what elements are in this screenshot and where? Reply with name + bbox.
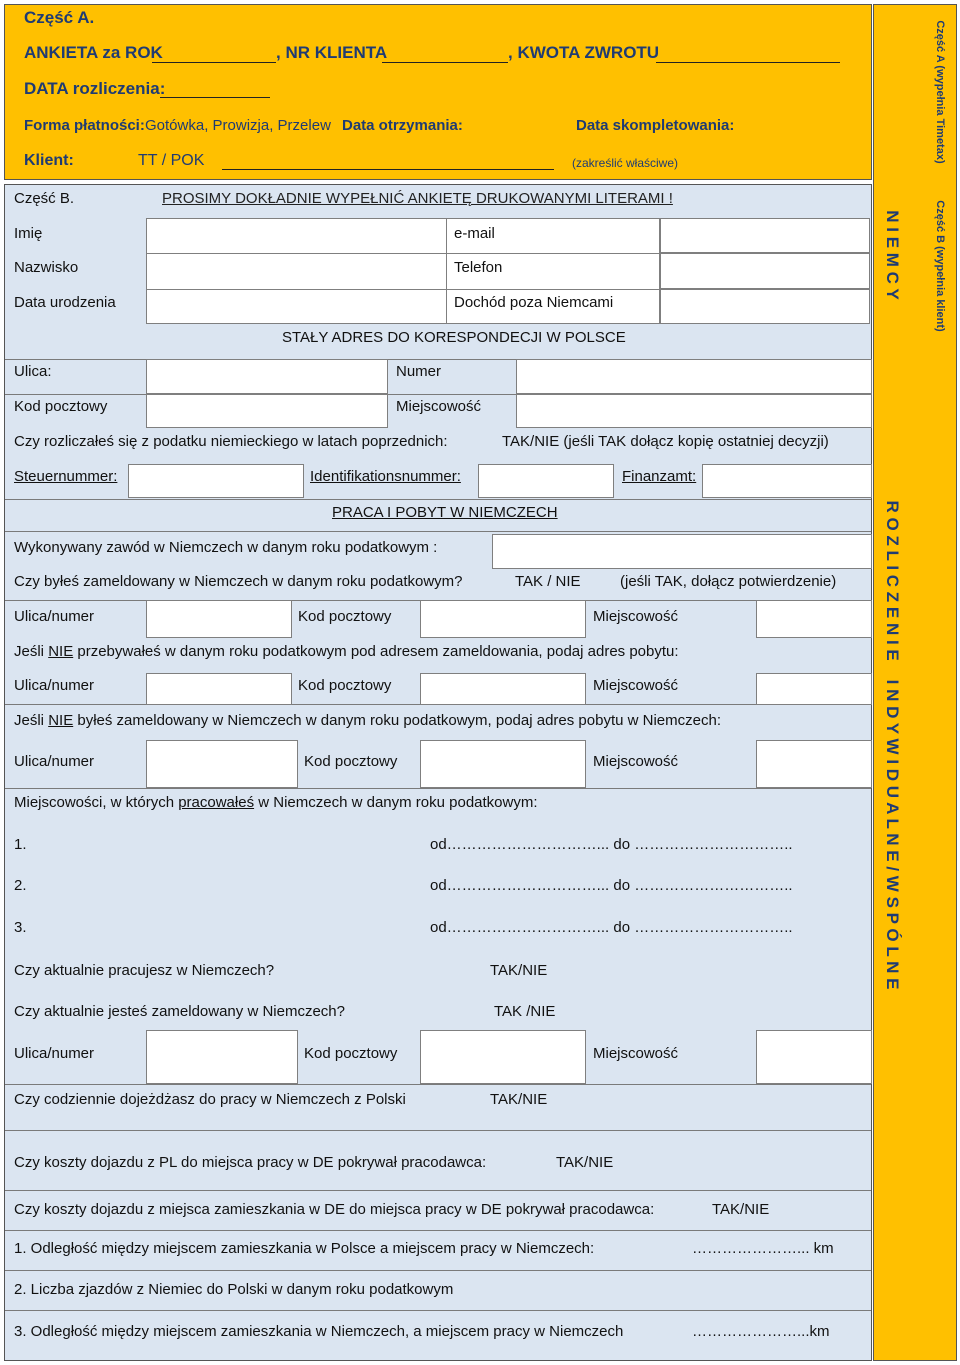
ulica-input[interactable]: [146, 359, 388, 394]
pracujesz-answer[interactable]: TAK/NIE: [490, 962, 548, 979]
miejscowosc-input-2[interactable]: [756, 673, 872, 705]
kwota-zwrotu-label: , KWOTA ZWROTU: [508, 43, 660, 62]
koszty-de-answer[interactable]: TAK/NIE: [712, 1201, 770, 1218]
data-rozliczenia-field[interactable]: [160, 97, 270, 98]
miejscowosc-label-3: Miejscowość: [593, 753, 679, 770]
ulica-numer-label-2: Ulica/numer: [14, 677, 95, 694]
numer-label: Numer: [396, 363, 442, 380]
rok-field[interactable]: [152, 62, 276, 63]
imie-input[interactable]: [147, 219, 445, 253]
imie-label: Imię: [14, 225, 43, 242]
item-1-range[interactable]: od…………………………... do …………………………..: [430, 836, 793, 853]
finanzamt-input[interactable]: [702, 464, 872, 498]
koszty-de-question: Czy koszty dojazdu z miejsca zamieszkania w DE do miejsca pracy w DE pokrywał pracodawca:: [14, 1201, 655, 1218]
nazwisko-input[interactable]: [147, 254, 445, 288]
miejscowosc-label-1: Miejscowość: [593, 608, 679, 625]
jestes-zameldowany-question: Czy aktualnie jesteś zameldowany w Niemczech?: [14, 1003, 345, 1020]
sidebar-part-b-label: Część B (wypełnia klient): [934, 200, 946, 332]
miejscowosc-input[interactable]: [516, 394, 872, 428]
data-urodzenia-input[interactable]: [147, 290, 445, 323]
kod-pocztowy-label-4: Kod pocztowy: [304, 1045, 398, 1062]
klient-label: Klient:: [24, 152, 74, 169]
ulica-numer-label-3: Ulica/numer: [14, 753, 95, 770]
numer-input[interactable]: [516, 359, 872, 394]
data-rozliczenia-label: DATA rozliczenia:: [24, 79, 166, 98]
koszty-pl-answer[interactable]: TAK/NIE: [556, 1154, 614, 1171]
rozliczales-answer[interactable]: TAK/NIE (jeśli TAK dołącz kopię ostatniej decyzji): [502, 433, 829, 450]
jesli-nie-zameldowany-label: Jeśli NIE byłeś zameldowany w Niemczech w danym roku podatkowym, podaj adres pobytu w Niemczech:: [14, 712, 721, 729]
miejscowosc-input-1[interactable]: [756, 600, 872, 638]
dojezdzasz-answer[interactable]: TAK/NIE: [490, 1091, 548, 1108]
item-1-number: 1.: [14, 836, 27, 853]
zameldowany-note: (jeśli TAK, dołącz potwierdzenie): [620, 573, 837, 590]
ulica-numer-input-2[interactable]: [146, 673, 292, 705]
kwota-zwrotu-field[interactable]: [656, 62, 840, 63]
email-input[interactable]: [660, 218, 870, 253]
steuernummer-input[interactable]: [128, 464, 304, 498]
ulica-numer-label-4: Ulica/numer: [14, 1045, 95, 1062]
ulica-numer-input-4[interactable]: [146, 1030, 298, 1084]
miejscowosc-input-3[interactable]: [756, 740, 872, 788]
identifikationsnummer-input[interactable]: [478, 464, 614, 498]
kod-pocztowy-label-3: Kod pocztowy: [304, 753, 398, 770]
ankieta-rok-label: ANKIETA za ROK: [24, 43, 163, 62]
kod-pocztowy-label-1: Kod pocztowy: [298, 608, 392, 625]
kod-pocztowy-label: Kod pocztowy: [14, 398, 108, 415]
sidebar-niemcy: N I E M C Y: [883, 210, 902, 300]
steuernummer-label: Steuernummer:: [14, 468, 118, 485]
telefon-label: Telefon: [454, 259, 503, 276]
dochod-input[interactable]: [660, 289, 870, 324]
jestes-zameldowany-answer[interactable]: TAK /NIE: [494, 1003, 556, 1020]
miejscowosc-input-4[interactable]: [756, 1030, 872, 1084]
kod-pocztowy-input-4[interactable]: [420, 1030, 586, 1084]
dojezdzasz-question: Czy codziennie dojeżdżasz do pracy w Niemczech z Polski: [14, 1091, 406, 1108]
odleglosc-pl-answer[interactable]: …………………... km: [692, 1240, 834, 1257]
nr-klienta-label: , NR KLIENTA: [276, 43, 388, 62]
zameldowany-question: Czy byłeś zameldowany w Niemczech w danym roku podatkowym?: [14, 573, 463, 590]
data-urodzenia-label: Data urodzenia: [14, 294, 116, 311]
zawod-input[interactable]: [492, 534, 872, 569]
sidebar-part-a-label: Część A (wypełnia Timetax): [934, 20, 946, 164]
item-2-number: 2.: [14, 877, 27, 894]
forma-platnosci-label: Forma płatności:: [24, 117, 145, 134]
ulica-label: Ulica:: [14, 363, 52, 380]
data-skompletowania-label: Data skompletowania:: [576, 117, 735, 134]
miejscowosci-pracy-label: Miejscowości, w których pracowałeś w Niemczech w danym roku podatkowym:: [14, 794, 538, 811]
nazwisko-label: Nazwisko: [14, 259, 79, 276]
ulica-numer-label-1: Ulica/numer: [14, 608, 95, 625]
kod-pocztowy-input-2[interactable]: [420, 673, 586, 705]
miejscowosc-label-4: Miejscowość: [593, 1045, 679, 1062]
odleglosc-pl-label: 1. Odległość między miejscem zamieszkania w Polsce a miejscem pracy w Niemczech:: [14, 1240, 595, 1257]
part-b-title: Część B.: [14, 190, 75, 207]
kod-pocztowy-label-2: Kod pocztowy: [298, 677, 392, 694]
telefon-input[interactable]: [660, 253, 870, 289]
notice-text: PROSIMY DOKŁADNIE WYPEŁNIĆ ANKIETĘ DRUKOWANYMI LITERAMI !: [162, 190, 673, 207]
koszty-pl-question: Czy koszty dojazdu z PL do miejsca pracy w DE pokrywał pracodawca:: [14, 1154, 487, 1171]
dochod-label: Dochód poza Niemcami: [454, 294, 614, 311]
miejscowosc-label-2: Miejscowość: [593, 677, 679, 694]
liczba-zjazdow-label: 2. Liczba zjazdów z Niemiec do Polski w danym roku podatkowym: [14, 1281, 454, 1298]
identifikationsnummer-label: Identifikationsnummer:: [310, 468, 461, 485]
data-otrzymania-label: Data otrzymania:: [342, 117, 463, 134]
part-a-title: Część A.: [24, 8, 95, 27]
sidebar-rozliczenie: R O Z L I C Z E N I E I N D Y W I D U A L N E / W S P Ó L N E: [883, 500, 902, 990]
staly-adres-header: STAŁY ADRES DO KORESPONDECJI W POLSCE: [282, 329, 626, 346]
item-3-number: 3.: [14, 919, 27, 936]
zameldowany-answer[interactable]: TAK / NIE: [515, 573, 581, 590]
nr-klienta-field[interactable]: [382, 62, 508, 63]
praca-header: PRACA I POBYT W NIEMCZECH: [332, 504, 558, 521]
pracujesz-question: Czy aktualnie pracujesz w Niemczech?: [14, 962, 275, 979]
tt-pok-options[interactable]: TT / POK: [138, 152, 205, 169]
item-3-range[interactable]: od…………………………... do …………………………..: [430, 919, 793, 936]
rozliczales-question: Czy rozliczałeś się z podatku niemieckiego w latach poprzednich:: [14, 433, 448, 450]
zawod-label: Wykonywany zawód w Niemczech w danym roku podatkowym :: [14, 539, 438, 556]
kod-pocztowy-input[interactable]: [146, 394, 388, 428]
miejscowosc-label: Miejscowość: [396, 398, 482, 415]
finanzamt-label: Finanzamt:: [622, 468, 697, 485]
item-2-range[interactable]: od…………………………... do …………………………..: [430, 877, 793, 894]
ulica-numer-input-3[interactable]: [146, 740, 298, 788]
zakreslic-note: (zakreślić właściwe): [572, 156, 679, 170]
email-label: e-mail: [454, 225, 495, 242]
jesli-nie-pobyt-label: Jeśli NIE przebywałeś w danym roku podatkowym pod adresem zameldowania, podaj adres pobytu:: [14, 643, 679, 660]
odleglosc-de-label: 3. Odległość między miejscem zamieszkania w Niemczech, a miejscem pracy w Niemczech: [14, 1323, 624, 1340]
kod-pocztowy-input-3[interactable]: [420, 740, 586, 788]
forma-platnosci-options[interactable]: Gotówka, Prowizja, Przelew: [145, 117, 331, 134]
ulica-numer-input-1[interactable]: [146, 600, 292, 638]
klient-field[interactable]: [222, 169, 554, 170]
odleglosc-de-answer[interactable]: …………………...km: [692, 1323, 830, 1340]
kod-pocztowy-input-1[interactable]: [420, 600, 586, 638]
